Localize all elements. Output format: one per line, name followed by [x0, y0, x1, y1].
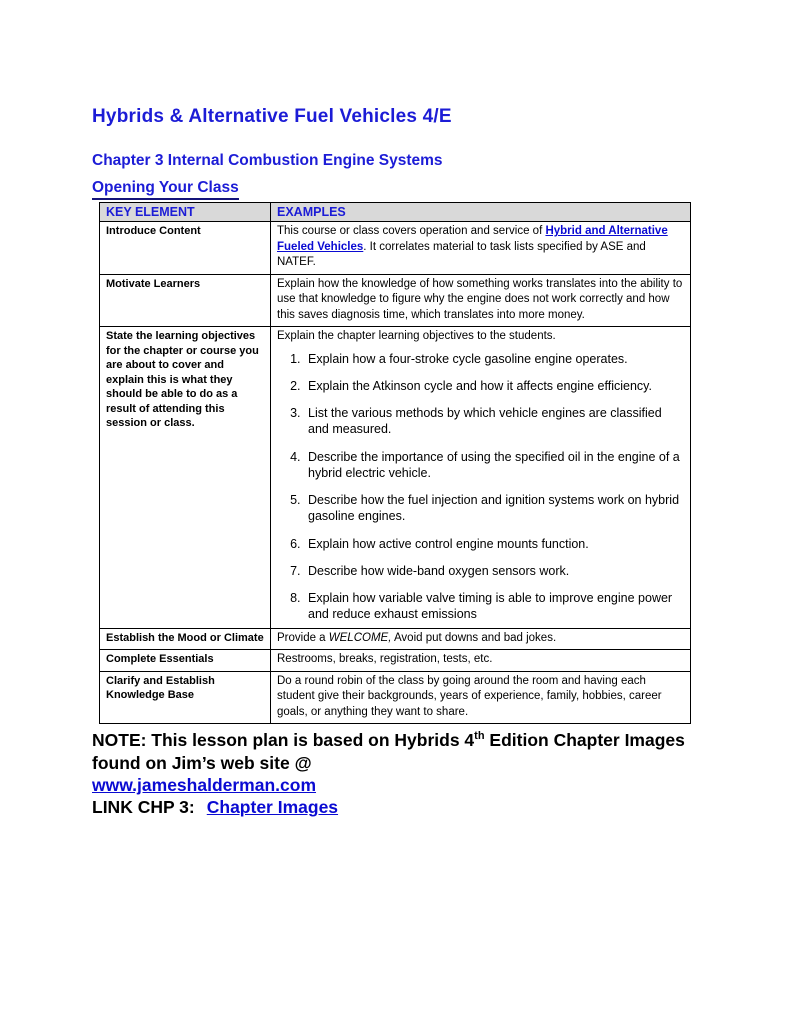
table-header-row — [100, 203, 691, 222]
key-element-cell: State the learning objectives for the chapter or course you are about to cover and explain this is what they should be able to do as a result of attending this session or class. — [100, 327, 271, 629]
key-element-cell: Clarify and Establish Knowledge Base — [100, 671, 271, 724]
chapter-images-link[interactable]: Chapter Images — [206, 797, 339, 818]
lesson-plan-table — [99, 202, 691, 724]
document-title: Hybrids & Alternative Fuel Vehicles 4/E — [92, 106, 452, 127]
objective-item: 3. List the various methods by which vehicle engines are classified and measured. — [304, 405, 684, 438]
examples-cell — [271, 222, 691, 275]
note-block — [92, 729, 692, 819]
examples-cell — [271, 628, 691, 650]
example-text-italic: WELCOME, — [328, 631, 392, 644]
table-row — [100, 671, 691, 724]
examples-cell: Do a round robin of the class by going around the room and having each student give their backgrounds, years of experience, family, hobbies, career goals, or anything they want to share. — [271, 671, 691, 724]
key-element-cell: Motivate Learners — [100, 274, 271, 327]
note-text-post: Edition Chapter Images found on Jim’s web site @ — [92, 730, 685, 773]
key-element-cell: Establish the Mood or Climate — [100, 628, 271, 650]
column-header-examples: EXAMPLES — [271, 203, 691, 222]
objective-item: 1. Explain how a four-stroke cycle gasoline engine operates. — [304, 351, 684, 367]
objective-item: 7. Describe how wide-band oxygen sensors work. — [304, 563, 684, 579]
objective-item: 5. Describe how the fuel injection and ignition systems work on hybrid gasoline engines. — [304, 492, 684, 525]
objectives-list — [277, 351, 684, 623]
chapter-heading: Chapter 3 Internal Combustion Engine Systems — [92, 152, 443, 169]
table-row — [100, 327, 691, 629]
example-text: This course or class covers operation and service of — [277, 225, 546, 237]
examples-cell: Restrooms, breaks, registration, tests, etc. — [271, 650, 691, 672]
note-text-pre: NOTE: This lesson plan is based on Hybrids 4 — [92, 730, 475, 751]
example-text: . It correlates material to task lists specified by ASE and NATEF. — [277, 240, 646, 269]
examples-cell: Explain how the knowledge of how something works translates into the ability to use that knowledge to figure why the engine does not work correctly and how this saves diagnosis time, which translates into more money. — [271, 274, 691, 327]
table-row — [100, 628, 691, 650]
objective-item: 6. Explain how active control engine mounts function. — [304, 536, 684, 552]
table-row — [100, 650, 691, 672]
note-superscript: th — [474, 730, 485, 743]
objective-item: 4. Describe the importance of using the specified oil in the engine of a hybrid electric vehicle. — [304, 449, 684, 482]
link-chp3-label: LINK CHP 3: — [92, 797, 195, 818]
section-heading: Opening Your Class — [92, 179, 239, 200]
examples-cell — [271, 327, 691, 629]
note-text — [92, 729, 692, 774]
key-element-cell: Complete Essentials — [100, 650, 271, 672]
objective-item: 8. Explain how variable valve timing is able to improve engine power and reduce exhaust emissions — [304, 590, 684, 623]
website-line — [92, 774, 692, 796]
column-header-key-element: KEY ELEMENT — [100, 203, 271, 222]
objective-item: 2. Explain the Atkinson cycle and how it affects engine efficiency. — [304, 378, 684, 394]
website-link[interactable]: www.jameshalderman.com — [92, 774, 317, 795]
objectives-intro: Explain the chapter learning objectives to the students. — [277, 330, 556, 343]
table-row — [100, 274, 691, 327]
hybrid-vehicles-link[interactable]: Hybrid and Alternative Fueled Vehicles — [277, 225, 668, 253]
example-text: Avoid put downs and bad jokes. — [391, 631, 557, 644]
key-element-cell: Introduce Content — [100, 222, 271, 275]
table-row — [100, 222, 691, 275]
chapter-link-line — [92, 796, 692, 818]
example-text: Provide a — [277, 631, 329, 644]
